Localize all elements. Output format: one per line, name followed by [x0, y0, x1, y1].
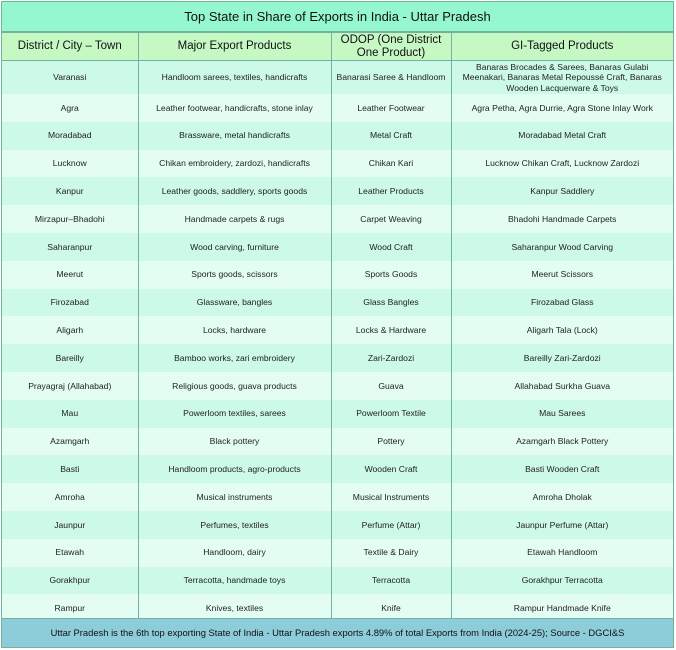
district-cell: Saharanpur [2, 233, 138, 261]
major-exports-cell: Handmade carpets & rugs [138, 205, 331, 233]
major-exports-cell: Handloom sarees, textiles, handicrafts [138, 61, 331, 95]
table-title: Top State in Share of Exports in India - Uttar Pradesh [2, 2, 673, 32]
odop-cell: Pottery [331, 428, 451, 456]
district-cell: Etawah [2, 539, 138, 567]
table-row [2, 233, 673, 261]
table-row [2, 344, 673, 372]
odop-cell: Metal Craft [331, 122, 451, 150]
odop-cell: Carpet Weaving [331, 205, 451, 233]
major-exports-cell: Glassware, bangles [138, 289, 331, 317]
odop-cell: Leather Footwear [331, 94, 451, 122]
table-row [2, 289, 673, 317]
table-row [2, 94, 673, 122]
odop-cell: Powerloom Textile [331, 400, 451, 428]
major-exports-cell: Leather footwear, handicrafts, stone inlay [138, 94, 331, 122]
odop-cell: Guava [331, 372, 451, 400]
major-exports-cell: Terracotta, handmade toys [138, 567, 331, 595]
gi-tagged-cell: Amroha Dholak [451, 483, 673, 511]
odop-cell: Wooden Craft [331, 455, 451, 483]
gi-tagged-cell: Bhadohi Handmade Carpets [451, 205, 673, 233]
major-exports-cell: Locks, hardware [138, 316, 331, 344]
gi-tagged-cell: Etawah Handloom [451, 539, 673, 567]
table-row [2, 483, 673, 511]
header-major-exports: Major Export Products [138, 33, 331, 61]
major-exports-cell: Leather goods, saddlery, sports goods [138, 177, 331, 205]
table-body [2, 61, 673, 623]
odop-cell: Wood Craft [331, 233, 451, 261]
district-cell: Bareilly [2, 344, 138, 372]
gi-tagged-cell: Gorakhpur Terracotta [451, 567, 673, 595]
header-odop: ODOP (One District One Product) [331, 33, 451, 61]
odop-cell: Textile & Dairy [331, 539, 451, 567]
export-table [2, 32, 673, 622]
table-row [2, 122, 673, 150]
export-table-card [1, 1, 674, 648]
gi-tagged-cell: Saharanpur Wood Carving [451, 233, 673, 261]
major-exports-cell: Handloom, dairy [138, 539, 331, 567]
gi-tagged-cell: Basti Wooden Craft [451, 455, 673, 483]
odop-cell: Locks & Hardware [331, 316, 451, 344]
odop-cell: Perfume (Attar) [331, 511, 451, 539]
major-exports-cell: Musical instruments [138, 483, 331, 511]
major-exports-cell: Brassware, metal handicrafts [138, 122, 331, 150]
district-cell: Aligarh [2, 316, 138, 344]
odop-cell: Sports Goods [331, 261, 451, 289]
district-cell: Prayagraj (Allahabad) [2, 372, 138, 400]
gi-tagged-cell: Rampur Handmade Knife [451, 594, 673, 622]
major-exports-cell: Black pottery [138, 428, 331, 456]
odop-cell: Leather Products [331, 177, 451, 205]
major-exports-cell: Knives, textiles [138, 594, 331, 622]
table-row [2, 205, 673, 233]
gi-tagged-cell: Firozabad Glass [451, 289, 673, 317]
gi-tagged-cell: Bareilly Zari-Zardozi [451, 344, 673, 372]
table-row [2, 61, 673, 95]
gi-tagged-cell: Meerut Scissors [451, 261, 673, 289]
major-exports-cell: Sports goods, scissors [138, 261, 331, 289]
major-exports-cell: Religious goods, guava products [138, 372, 331, 400]
major-exports-cell: Wood carving, furniture [138, 233, 331, 261]
major-exports-cell: Bamboo works, zari embroidery [138, 344, 331, 372]
gi-tagged-cell: Allahabad Surkha Guava [451, 372, 673, 400]
header-row [2, 33, 673, 61]
header-district: District / City – Town [2, 33, 138, 61]
district-cell: Rampur [2, 594, 138, 622]
district-cell: Varanasi [2, 61, 138, 95]
table-row [2, 455, 673, 483]
table-row [2, 316, 673, 344]
district-cell: Basti [2, 455, 138, 483]
table-row [2, 567, 673, 595]
table-row [2, 428, 673, 456]
table-row [2, 150, 673, 178]
odop-cell: Knife [331, 594, 451, 622]
district-cell: Jaunpur [2, 511, 138, 539]
district-cell: Firozabad [2, 289, 138, 317]
gi-tagged-cell: Banaras Brocades & Sarees, Banaras Gulabi Meenakari, Banaras Metal Repoussé Craft, Banaras Wooden Lacquerware & Toys [451, 61, 673, 95]
district-cell: Amroha [2, 483, 138, 511]
table-row [2, 177, 673, 205]
district-cell: Agra [2, 94, 138, 122]
gi-tagged-cell: Lucknow Chikan Craft, Lucknow Zardozi [451, 150, 673, 178]
district-cell: Mau [2, 400, 138, 428]
district-cell: Moradabad [2, 122, 138, 150]
district-cell: Mirzapur–Bhadohi [2, 205, 138, 233]
table-row [2, 400, 673, 428]
major-exports-cell: Powerloom textiles, sarees [138, 400, 331, 428]
odop-cell: Glass Bangles [331, 289, 451, 317]
odop-cell: Zari-Zardozi [331, 344, 451, 372]
odop-cell: Chikan Kari [331, 150, 451, 178]
gi-tagged-cell: Kanpur Saddlery [451, 177, 673, 205]
odop-cell: Terracotta [331, 567, 451, 595]
gi-tagged-cell: Mau Sarees [451, 400, 673, 428]
district-cell: Gorakhpur [2, 567, 138, 595]
table-row [2, 511, 673, 539]
district-cell: Kanpur [2, 177, 138, 205]
table-row [2, 539, 673, 567]
table-row [2, 372, 673, 400]
gi-tagged-cell: Aligarh Tala (Lock) [451, 316, 673, 344]
table-row [2, 261, 673, 289]
odop-cell: Musical Instruments [331, 483, 451, 511]
gi-tagged-cell: Moradabad Metal Craft [451, 122, 673, 150]
district-cell: Lucknow [2, 150, 138, 178]
gi-tagged-cell: Jaunpur Perfume (Attar) [451, 511, 673, 539]
district-cell: Azamgarh [2, 428, 138, 456]
major-exports-cell: Handloom products, agro-products [138, 455, 331, 483]
odop-cell: Banarasi Saree & Handloom [331, 61, 451, 95]
gi-tagged-cell: Azamgarh Black Pottery [451, 428, 673, 456]
header-gi-tagged: GI-Tagged Products [451, 33, 673, 61]
gi-tagged-cell: Agra Petha, Agra Durrie, Agra Stone Inlay Work [451, 94, 673, 122]
footer-note: Uttar Pradesh is the 6th top exporting State of India - Uttar Pradesh exports 4.89% of total Exports from India (2024-25); Source - DGCI&S [2, 618, 673, 647]
major-exports-cell: Perfumes, textiles [138, 511, 331, 539]
major-exports-cell: Chikan embroidery, zardozi, handicrafts [138, 150, 331, 178]
district-cell: Meerut [2, 261, 138, 289]
